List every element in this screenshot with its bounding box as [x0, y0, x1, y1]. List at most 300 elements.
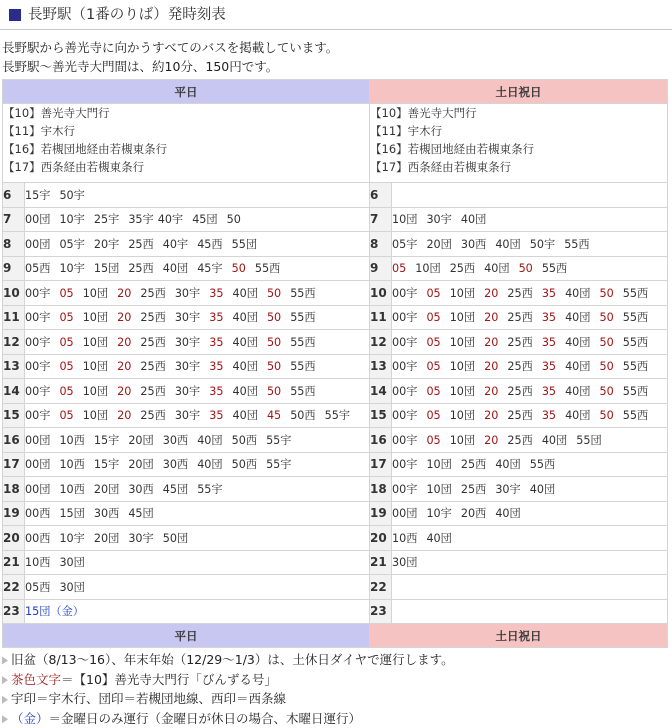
hour-row — [3, 305, 668, 330]
weekday-hour-cell: 15 — [3, 403, 25, 428]
departure-time: 50西 — [231, 458, 258, 472]
hour-row — [3, 428, 668, 453]
departure-time: 55西 — [622, 360, 649, 374]
departure-time: 55宇 — [324, 409, 351, 423]
departure-time: 20宇 — [93, 237, 120, 251]
route-item: 【17】西条経由若槻東条行 — [3, 160, 145, 174]
departure-time-route10: 20 — [484, 360, 499, 374]
holiday-minutes-cell — [392, 330, 668, 355]
departure-time: 10団 — [449, 286, 476, 300]
weekday-minutes-cell — [25, 550, 370, 575]
route-item: 【10】善光寺大門行 — [3, 106, 110, 120]
weekday-hour-cell: 18 — [3, 477, 25, 502]
departure-time: 00西 — [25, 531, 51, 545]
departure-time: 25西 — [460, 458, 487, 472]
departure-time: 55西 — [290, 384, 316, 398]
intro-line: 長野駅から善光寺に向かうすべてのバスを掲載しています。 — [2, 40, 339, 55]
departure-time: 10西 — [392, 531, 418, 545]
departure-time: 25西 — [140, 360, 166, 374]
departure-time: 40団 — [541, 433, 568, 447]
hour-row — [3, 550, 668, 575]
holiday-hour-cell: 16 — [370, 428, 392, 453]
note-text: 茶色文字 — [11, 671, 62, 687]
weekday-hour-cell: 20 — [3, 526, 25, 551]
departure-time: 15宇 — [93, 433, 120, 447]
note-item — [0, 709, 672, 728]
departure-time: 40団 — [529, 482, 556, 496]
departure-time-route10: 05 — [426, 286, 441, 300]
departure-time-route10: 20 — [117, 311, 132, 325]
weekday-minutes-cell — [25, 428, 370, 453]
departure-time-route10: 05 — [59, 311, 74, 325]
departure-time: 55西 — [290, 360, 316, 374]
departure-time: 10宇 — [59, 531, 85, 545]
departure-time: 20西 — [460, 507, 487, 521]
departure-time: 55宇 — [197, 482, 223, 496]
departure-time: 25西 — [507, 409, 533, 423]
departure-time-route10: 50 — [266, 384, 282, 398]
departure-time-route10: 20 — [484, 409, 499, 423]
departure-time: 10団 — [82, 384, 109, 398]
departure-time: 25西 — [140, 311, 166, 325]
departure-time: 00宇 — [392, 286, 418, 300]
notes — [0, 650, 672, 728]
weekday-minutes-cell — [25, 330, 370, 355]
departure-time: 20団 — [93, 482, 120, 496]
departure-time: 05宇 — [59, 237, 85, 251]
departure-time-route10: 35 — [209, 384, 224, 398]
departure-time-route10: 50 — [518, 262, 533, 276]
departure-time: 10西 — [25, 556, 51, 570]
weekday-hour-cell: 22 — [3, 575, 25, 600]
departure-time: 40団 — [232, 335, 258, 349]
departure-time: 10団 — [449, 409, 476, 423]
departure-time-route10: 05 — [426, 384, 441, 398]
note-text: （金） — [11, 710, 49, 726]
note-item — [0, 670, 672, 690]
hour-row — [3, 183, 668, 208]
departure-time-route10: 50 — [599, 384, 614, 398]
hour-row — [3, 599, 668, 624]
departure-time: 10西 — [59, 482, 85, 496]
note-text: ＝金曜日のみ運行（金曜日が休日の場合、木曜日運行） — [48, 710, 362, 726]
departure-time: 40宇 — [162, 237, 189, 251]
departure-time: 25西 — [140, 384, 166, 398]
page-title: 長野駅（1番のりば）発時刻表 — [28, 7, 226, 23]
departure-time-route10: 05 — [426, 433, 441, 447]
departure-time-route10: 35 — [209, 360, 224, 374]
weekday-hour-cell: 23 — [3, 599, 25, 624]
triangle-bullet-icon — [2, 715, 8, 723]
departure-time: 50西 — [231, 433, 258, 447]
triangle-bullet-icon — [2, 696, 8, 704]
departure-time-friday-only: 15団（金） — [25, 605, 84, 619]
departure-time: 40団 — [426, 531, 452, 545]
weekday-minutes-cell — [25, 256, 370, 281]
departure-time-route10: 35 — [209, 409, 224, 423]
departure-time: 25西 — [128, 237, 154, 251]
weekday-hour-cell: 17 — [3, 452, 25, 477]
note-item — [0, 650, 672, 670]
holiday-minutes-cell — [392, 575, 668, 600]
departure-time: 40団 — [565, 384, 591, 398]
holiday-hour-cell: 14 — [370, 379, 392, 404]
title-square-icon — [9, 9, 21, 21]
departure-time: 10団 — [82, 409, 109, 423]
departure-time: 05西 — [25, 262, 51, 276]
departure-time: 00宇 — [392, 482, 418, 496]
departure-time: 55団 — [576, 433, 602, 447]
departure-time: 10西 — [59, 458, 85, 472]
hour-row — [3, 256, 668, 281]
weekday-minutes-cell — [25, 477, 370, 502]
hour-row — [3, 281, 668, 306]
departure-time: 25西 — [507, 360, 533, 374]
route-legend-row — [3, 104, 668, 183]
departure-time: 10宇 — [59, 262, 85, 276]
weekday-header: 平日 — [3, 80, 370, 104]
departure-time: 00宇 — [392, 335, 418, 349]
departure-time: 00宇 — [25, 384, 51, 398]
departure-time-route10: 45 — [266, 409, 282, 423]
departure-time: 10団 — [82, 335, 109, 349]
departure-time: 25西 — [507, 286, 533, 300]
departure-time-route10: 20 — [117, 360, 132, 374]
weekday-hour-cell: 16 — [3, 428, 25, 453]
holiday-hour-cell: 18 — [370, 477, 392, 502]
weekday-minutes-cell — [25, 354, 370, 379]
intro-text — [0, 30, 672, 76]
departure-time-route10: 50 — [266, 286, 282, 300]
page-header — [0, 2, 672, 30]
departure-time: 25西 — [507, 335, 533, 349]
route-item: 【11】宇木行 — [3, 124, 76, 138]
departure-time: 40団 — [495, 507, 521, 521]
departure-time: 40団 — [232, 360, 258, 374]
holiday-header: 土日祝日 — [370, 80, 668, 104]
departure-time: 10団 — [449, 433, 476, 447]
holiday-hour-cell: 12 — [370, 330, 392, 355]
holiday-minutes-cell — [392, 403, 668, 428]
departure-time: 30西 — [460, 237, 487, 251]
hour-row — [3, 526, 668, 551]
hour-row — [3, 575, 668, 600]
departure-time: 55西 — [622, 409, 649, 423]
departure-time: 30西 — [128, 482, 154, 496]
departure-time: 00宇 — [392, 360, 418, 374]
departure-time-route10: 05 — [426, 311, 441, 325]
hour-row — [3, 207, 668, 232]
departure-time: 25西 — [507, 433, 533, 447]
departure-time: 05宇 — [392, 237, 418, 251]
triangle-bullet-icon — [2, 676, 8, 684]
departure-time: 10西 — [59, 433, 85, 447]
weekday-hour-cell: 9 — [3, 256, 25, 281]
departure-time: 30西 — [162, 433, 189, 447]
departure-time: 00宇 — [392, 384, 418, 398]
departure-time: 10団 — [449, 360, 476, 374]
departure-time: 40団 — [197, 458, 223, 472]
departure-time: 00宇 — [392, 433, 418, 447]
departure-time: 05西 — [25, 580, 51, 594]
departure-time-route10: 05 — [59, 384, 74, 398]
departure-time-route10: 05 — [59, 335, 74, 349]
holiday-minutes-cell — [392, 232, 668, 257]
weekday-hour-cell: 11 — [3, 305, 25, 330]
departure-time-route10: 35 — [541, 286, 557, 300]
hour-row — [3, 477, 668, 502]
departure-time: 10団 — [82, 286, 109, 300]
departure-time: 55西 — [564, 237, 590, 251]
weekday-minutes-cell — [25, 501, 370, 526]
weekday-minutes-cell — [25, 526, 370, 551]
departure-time: 50宇 — [529, 237, 556, 251]
departure-time: 10団 — [449, 335, 476, 349]
departure-time: 55西 — [622, 335, 649, 349]
weekday-hour-cell: 21 — [3, 550, 25, 575]
weekday-minutes-cell — [25, 183, 370, 208]
departure-time: 40団 — [565, 311, 591, 325]
intro-line: 長野駅〜善光寺大門間は、約10分、150円です。 — [2, 59, 279, 74]
departure-time-route10: 35 — [541, 335, 557, 349]
holiday-minutes-cell — [392, 550, 668, 575]
holiday-minutes-cell — [392, 305, 668, 330]
holiday-hour-cell: 21 — [370, 550, 392, 575]
departure-time-route10: 20 — [117, 286, 132, 300]
holiday-hour-cell: 23 — [370, 599, 392, 624]
note-text: 旧盆（8/13〜16）、年末年始（12/29〜1/3）は、土休日ダイヤで運行します。 — [11, 652, 454, 667]
weekday-hour-cell: 13 — [3, 354, 25, 379]
departure-time: 40団 — [232, 286, 258, 300]
departure-time: 40団 — [565, 409, 591, 423]
weekday-hour-cell: 19 — [3, 501, 25, 526]
departure-time-route10: 05 — [426, 335, 441, 349]
departure-time: 20団 — [128, 433, 154, 447]
weekday-minutes-cell — [25, 305, 370, 330]
holiday-hour-cell: 9 — [370, 256, 392, 281]
departure-time: 10団 — [449, 311, 476, 325]
departure-time: 30西 — [162, 458, 189, 472]
departure-time: 45宇 — [197, 262, 223, 276]
departure-time: 00宇 — [392, 458, 418, 472]
triangle-bullet-icon — [2, 657, 8, 665]
timetable — [2, 79, 668, 648]
weekday-minutes-cell — [25, 232, 370, 257]
departure-time: 45団 — [128, 507, 154, 521]
holiday-minutes-cell — [392, 477, 668, 502]
departure-time: 25西 — [449, 262, 476, 276]
holiday-route-legend — [370, 104, 668, 183]
departure-time: 00宇 — [25, 286, 51, 300]
departure-time-route10: 20 — [484, 433, 499, 447]
holiday-hour-cell: 19 — [370, 501, 392, 526]
departure-time-route10: 20 — [484, 384, 499, 398]
departure-time: 20団 — [93, 531, 120, 545]
holiday-minutes-cell — [392, 256, 668, 281]
departure-time: 40団 — [232, 311, 258, 325]
departure-time: 10団 — [426, 482, 452, 496]
departure-time: 00団 — [25, 213, 51, 227]
holiday-minutes-cell — [392, 526, 668, 551]
departure-time-route10: 05 — [426, 360, 441, 374]
departure-time: 00西 — [25, 507, 51, 521]
route-item: 【17】西条経由若槻東条行 — [370, 160, 512, 174]
weekday-minutes-cell — [25, 207, 370, 232]
departure-time: 30宇 — [174, 409, 201, 423]
departure-time: 55西 — [254, 262, 281, 276]
departure-time: 25西 — [128, 262, 154, 276]
hour-row — [3, 354, 668, 379]
note-item — [0, 689, 672, 709]
departure-time: 40団 — [232, 384, 258, 398]
departure-time: 25宇 — [93, 213, 120, 227]
departure-time: 00宇 — [25, 311, 51, 325]
weekday-hour-cell: 8 — [3, 232, 25, 257]
departure-time: 40宇 — [157, 213, 184, 227]
weekday-footer-header: 平日 — [3, 624, 370, 648]
departure-time: 25西 — [140, 286, 166, 300]
departure-time-route10: 35 — [541, 409, 557, 423]
holiday-hour-cell: 11 — [370, 305, 392, 330]
departure-time: 40団 — [565, 335, 591, 349]
departure-time: 30宇 — [174, 311, 201, 325]
departure-time: 10団 — [449, 384, 476, 398]
timetable-header-top — [3, 80, 668, 104]
hour-row — [3, 501, 668, 526]
departure-time-route10: 20 — [484, 335, 499, 349]
departure-time: 55宇 — [266, 433, 292, 447]
route-item: 【11】宇木行 — [370, 124, 443, 138]
departure-time: 30西 — [93, 507, 120, 521]
route-item: 【16】若槻団地経由若槻東条行 — [370, 142, 535, 156]
departure-time-route10: 50 — [599, 286, 614, 300]
departure-time: 30宇 — [495, 482, 521, 496]
departure-time: 40団 — [565, 286, 591, 300]
holiday-minutes-cell — [392, 354, 668, 379]
departure-time-route10: 05 — [59, 286, 74, 300]
hour-row — [3, 452, 668, 477]
departure-time: 10団 — [392, 213, 418, 227]
departure-time: 20団 — [128, 458, 154, 472]
departure-time: 30宇 — [128, 531, 154, 545]
departure-time: 10団 — [415, 262, 441, 276]
departure-time: 00団 — [25, 237, 51, 251]
departure-time: 30宇 — [426, 213, 452, 227]
departure-time: 15宇 — [93, 458, 120, 472]
departure-time: 50 — [226, 213, 241, 227]
holiday-minutes-cell — [392, 207, 668, 232]
departure-time-route10: 20 — [484, 286, 499, 300]
holiday-hour-cell: 10 — [370, 281, 392, 306]
weekday-minutes-cell — [25, 599, 370, 624]
weekday-minutes-cell — [25, 281, 370, 306]
timetable-header-bottom — [3, 624, 668, 648]
departure-time: 40団 — [495, 458, 521, 472]
route-item: 【16】若槻団地経由若槻東条行 — [3, 142, 168, 156]
route-item: 【10】善光寺大門行 — [370, 106, 477, 120]
departure-time: 30団 — [59, 556, 85, 570]
departure-time-route10: 50 — [599, 335, 614, 349]
departure-time: 50団 — [162, 531, 189, 545]
departure-time-route10: 05 — [59, 409, 74, 423]
departure-time: 55西 — [529, 458, 556, 472]
departure-time: 30団 — [59, 580, 85, 594]
weekday-minutes-cell — [25, 452, 370, 477]
departure-time: 30宇 — [174, 384, 201, 398]
hour-row — [3, 379, 668, 404]
departure-time: 45団 — [192, 213, 218, 227]
departure-time: 00宇 — [25, 360, 51, 374]
departure-time: 00団 — [25, 433, 51, 447]
departure-time: 40団 — [484, 262, 510, 276]
departure-time: 15団 — [93, 262, 120, 276]
departure-time-route10: 50 — [599, 409, 614, 423]
weekday-hour-cell: 10 — [3, 281, 25, 306]
departure-time-route10: 35 — [209, 311, 224, 325]
departure-time: 10宇 — [59, 213, 85, 227]
departure-time: 40団 — [197, 433, 223, 447]
departure-time: 55西 — [290, 335, 316, 349]
departure-time: 25西 — [507, 384, 533, 398]
departure-time: 40団 — [232, 409, 258, 423]
departure-time: 40団 — [460, 213, 487, 227]
departure-time-route10: 50 — [599, 311, 614, 325]
weekday-hour-cell: 6 — [3, 183, 25, 208]
weekday-minutes-cell — [25, 403, 370, 428]
departure-time: 40団 — [495, 237, 521, 251]
weekday-hour-cell: 14 — [3, 379, 25, 404]
holiday-minutes-cell — [392, 183, 668, 208]
departure-time: 25西 — [507, 311, 533, 325]
departure-time-route10: 50 — [599, 360, 614, 374]
departure-time: 55西 — [541, 262, 568, 276]
departure-time-route10: 05 — [392, 262, 407, 276]
holiday-hour-cell: 20 — [370, 526, 392, 551]
holiday-hour-cell: 7 — [370, 207, 392, 232]
departure-time-route10: 20 — [117, 409, 132, 423]
departure-time: 10宇 — [426, 507, 452, 521]
holiday-hour-cell: 13 — [370, 354, 392, 379]
departure-time: 55西 — [290, 311, 316, 325]
weekday-hour-cell: 12 — [3, 330, 25, 355]
departure-time: 45団 — [162, 482, 189, 496]
departure-time-route10: 20 — [117, 335, 132, 349]
departure-time: 15宇 — [25, 188, 51, 202]
weekday-hour-cell: 7 — [3, 207, 25, 232]
departure-time-route10: 05 — [59, 360, 74, 374]
departure-time: 10団 — [82, 360, 109, 374]
departure-time: 55団 — [231, 237, 258, 251]
departure-time: 00宇 — [392, 311, 418, 325]
departure-time-route10: 50 — [266, 335, 282, 349]
holiday-hour-cell: 22 — [370, 575, 392, 600]
departure-time-route10: 35 — [541, 384, 557, 398]
departure-time: 15団 — [59, 507, 85, 521]
holiday-minutes-cell — [392, 452, 668, 477]
holiday-minutes-cell — [392, 501, 668, 526]
departure-time: 55西 — [622, 311, 649, 325]
departure-time: 20団 — [426, 237, 452, 251]
holiday-minutes-cell — [392, 379, 668, 404]
departure-time: 00団 — [25, 482, 51, 496]
departure-time-route10: 35 — [541, 360, 557, 374]
hour-row — [3, 232, 668, 257]
holiday-hour-cell: 8 — [370, 232, 392, 257]
departure-time: 55宇 — [266, 458, 292, 472]
departure-time: 50西 — [290, 409, 316, 423]
departure-time: 30宇 — [174, 286, 201, 300]
holiday-footer-header: 土日祝日 — [370, 624, 668, 648]
